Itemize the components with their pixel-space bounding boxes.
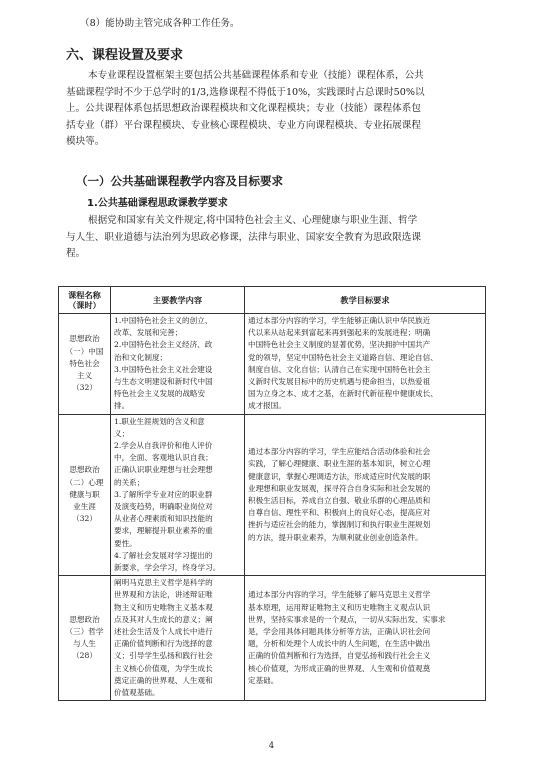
- cell-line: 4.了解社会发展对学习提出的: [114, 550, 213, 560]
- cell-line: 从业者心理素质和知识技能的: [114, 514, 213, 524]
- cell-line: 3.中国特色社会主义社会建设: [114, 364, 213, 374]
- course-goal-cell: [245, 414, 486, 576]
- cell-line: 价值观基础。: [114, 688, 160, 698]
- cell-line: 成才报国。: [248, 401, 286, 411]
- paragraph-line: 上。公共课程体系包括思想政治课程模块和文化课程模块；专业（技能）课程体系包: [66, 103, 421, 114]
- paragraph-line: 本专业课程设置框架主要包括公共基础课程体系和专业（技能）课程体系，公共: [88, 70, 424, 81]
- cell-line: 特色社会: [69, 358, 100, 368]
- cell-line: 及演变趋势，明确职业岗位对: [114, 502, 213, 512]
- section-paragraph: [66, 68, 478, 151]
- paragraph-line: 基础课程学时不少于总学时的1/3,选修课程不得低于10%，实践课时占总课时50%以: [66, 86, 425, 98]
- cell-line: （28）: [72, 651, 97, 661]
- cell-line: 积极生活目标，养成自立自强、敬业乐群的心理品质和: [248, 495, 431, 505]
- paragraph-line: 与人生、职业道德与法治列为思政必修课，法律与职业、国家安全教育为思政限选课: [66, 231, 421, 243]
- course-name-cell: [59, 414, 111, 576]
- cell-line: 治和文化制度；: [114, 352, 168, 362]
- paragraph-line: 程。: [66, 248, 86, 259]
- page-number: 4: [268, 741, 275, 751]
- course-goal-cell: [245, 314, 486, 415]
- cell-line: 点及其对人生成长的意义；阐: [114, 614, 213, 624]
- cell-line: 正确认识职业理想与社会理想: [114, 465, 213, 475]
- cell-line: 物主义和历史唯物主义基本观: [114, 602, 213, 612]
- table-row: [59, 314, 486, 415]
- cell-line: 排。: [114, 401, 130, 411]
- cell-line: 主义: [76, 370, 93, 380]
- cell-line: 2.学会从自我评价和他人评价: [114, 441, 213, 451]
- cell-line: 是，学会用具体问题具体分析等方法，正确认识社会问: [248, 627, 431, 637]
- cell-line: 定基础。: [248, 675, 279, 685]
- cell-line: 的关系；: [114, 477, 145, 487]
- subsection-paragraph: [66, 213, 478, 263]
- cell-line: 述社会生活及个人成长中进行: [114, 627, 213, 637]
- cell-line: 健康与职: [69, 489, 100, 499]
- table-row: [59, 576, 486, 701]
- table-row: [59, 414, 486, 576]
- cell-line: 国为立身之本、成才之基，在新时代新征程中健康成长、: [248, 389, 438, 399]
- cell-line: 通过本部分内容的学习，学生能够正确认识中华民族近: [248, 316, 431, 325]
- header-line: 课程名称: [68, 290, 101, 300]
- cell-line: 特色社会主义发展的战略安: [114, 389, 206, 399]
- course-goal-cell: [245, 576, 486, 701]
- course-content-cell: [111, 576, 245, 701]
- cell-line: 3.了解所学专业对应的职业群: [114, 489, 213, 499]
- cell-line: 通过本部分内容的学习，学生应能结合活动体验和社会: [248, 447, 431, 457]
- cell-line: 奠定正确的世界观、人生观和: [114, 675, 213, 685]
- cell-line: 1.中国特色社会主义的创立、: [114, 316, 213, 325]
- subsubsection-title: 1.公共基础课程思政课教学要求: [87, 198, 228, 209]
- cell-line: 的方法，提升职业素养，为顺利就业创业创造条件。: [248, 532, 423, 542]
- table-header-row: [59, 287, 486, 314]
- cell-line: 思想政治: [69, 334, 100, 344]
- cell-line: 题，分析和处理个人成长中的人生问题，在生活中做出: [248, 639, 431, 649]
- cell-line: 制度自信、文化自信；认清自己在实现中国特色社会主: [248, 364, 431, 374]
- intro-item: （8）能协助主管完成各种工作任务。: [80, 18, 240, 29]
- cell-line: 自尊自信、理性平和、积极向上的良好心态，提高应对: [248, 508, 431, 518]
- header-main-content: 主要教学内容: [111, 287, 245, 314]
- cell-line: 义；引导学生弘扬和践行社会: [114, 651, 213, 661]
- cell-line: 挫折与适应社会的能力，掌握制订和执行职业生涯规划: [248, 520, 431, 530]
- cell-line: 要求，理解提升职业素养的重: [114, 526, 213, 536]
- cell-line: 要性。: [114, 538, 137, 548]
- course-content-cell: [111, 314, 245, 415]
- cell-line: 业理想和职业发展观，探寻符合自身实际和社会发展的: [248, 483, 431, 493]
- cell-line: 阐明马克思主义哲学是科学的: [114, 578, 213, 588]
- header-goal-requirements: 教学目标要求: [245, 287, 486, 314]
- cell-line: 与人生: [73, 639, 96, 649]
- cell-line: 义；: [114, 428, 130, 438]
- paragraph-line: 模块等。: [66, 136, 105, 147]
- cell-line: 正确价值判断和行为选择的意: [114, 639, 213, 649]
- cell-line: 健康意识，掌握心理调适方法，形成适应时代发展的职: [248, 471, 431, 481]
- cell-line: 与生态文明建设和新时代中国: [114, 377, 213, 387]
- cell-line: （一）中国: [65, 346, 104, 356]
- cell-line: 正确的价值判断和行为选择，自觉弘扬和践行社会主义: [248, 651, 431, 661]
- cell-line: 世界观和方法论，讲述辩证唯: [114, 590, 213, 600]
- section-title: 六、课程设置及要求: [66, 48, 184, 63]
- cell-line: 改革、发展和完善；: [114, 328, 183, 338]
- cell-line: 中，全面、客观地认识自我；: [114, 453, 213, 463]
- cell-line: 世界，坚持实事求是的一个观点，一切从实际出发、实事求: [248, 614, 446, 624]
- cell-line: 通过本部分内容的学习，学生能够了解马克思主义哲学: [248, 590, 431, 600]
- cell-line: （二）心理: [65, 477, 104, 487]
- cell-line: 1.职业生涯规划的含义和意: [114, 416, 205, 426]
- cell-line: 代以来从站起来到富起来再到强起来的发展进程；明确: [248, 328, 431, 338]
- cell-line: 思想政治: [69, 614, 100, 624]
- course-name-cell: [59, 314, 111, 415]
- cell-line: 核心价值观，为形成正确的世界观、人生观和价值观奠: [248, 663, 431, 673]
- header-course-name: [59, 287, 111, 314]
- cell-line: （三）哲学: [65, 627, 104, 637]
- cell-line: 主义核心价值观，为学生成长: [114, 663, 213, 673]
- course-content-cell: [111, 414, 245, 576]
- cell-line: 党的领导，坚定中国特色社会主义道路自信、理论自信、: [248, 352, 438, 362]
- cell-line: （32）: [72, 514, 97, 524]
- paragraph-line: 根据党和国家有关文件规定,将中国特色社会主义、心理健康与职业生涯、哲学: [88, 215, 418, 226]
- subsection-title: （一）公共基础课程教学内容及目标要求: [76, 174, 283, 188]
- header-line: （课时）: [68, 300, 101, 310]
- cell-line: 基本原理，运用辩证唯物主义和历史唯物主义观点认识: [248, 602, 431, 612]
- cell-line: 义新时代发展目标中的历史机遇与使命担当，以热爱祖: [248, 377, 431, 387]
- cell-line: （32）: [72, 383, 97, 393]
- course-table: [58, 286, 486, 701]
- cell-line: 2.中国特色社会主义经济、政: [114, 340, 213, 350]
- cell-line: 中国特色社会主义制度的显著优势，坚决拥护中国共产: [248, 340, 431, 350]
- cell-line: 实践，了解心理健康、职业生涯的基本知识，树立心理: [248, 459, 431, 469]
- course-name-cell: [59, 576, 111, 701]
- cell-line: 业生涯: [73, 502, 96, 512]
- cell-line: 新要求，学会学习，终身学习。: [114, 563, 221, 573]
- paragraph-line: 括专业（群）平台课程模块、专业核心课程模块、专业方向课程模块、专业拓展课程: [66, 119, 421, 131]
- cell-line: 思想政治: [69, 465, 100, 475]
